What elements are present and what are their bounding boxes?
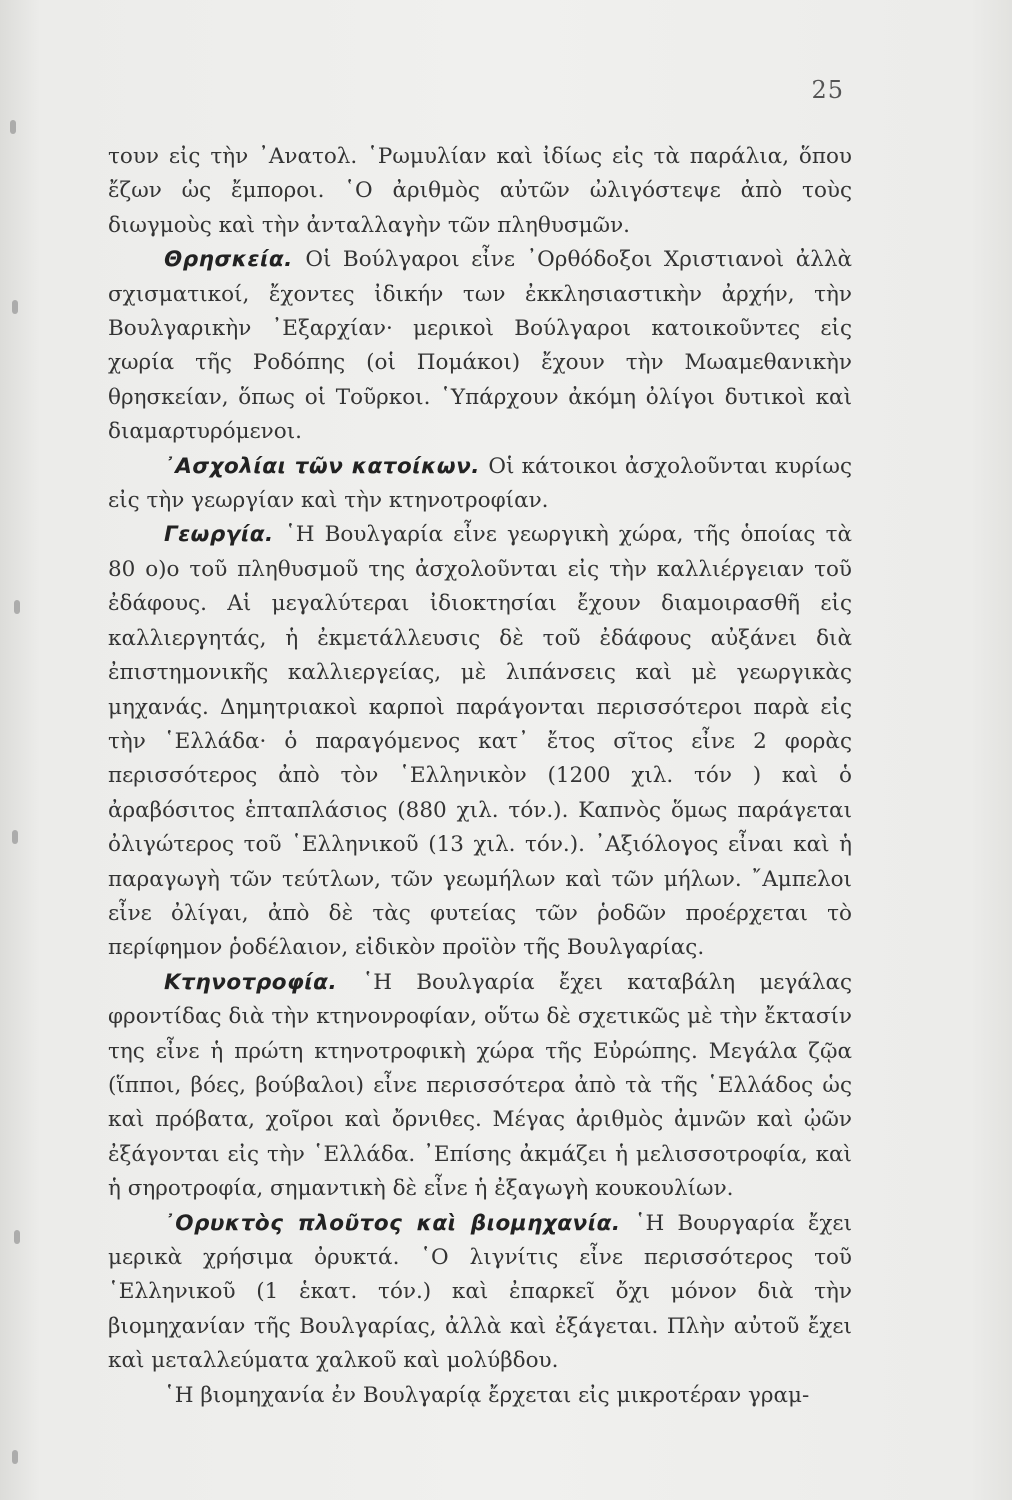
section-heading: ᾿Ασχολίαι τῶν κατοίκων.	[164, 453, 489, 479]
scan-margin-mark	[12, 830, 18, 844]
section-heading: Θρησκεία.	[164, 247, 306, 273]
paragraph-agriculture	[108, 518, 852, 965]
scan-margin-mark	[12, 1450, 18, 1464]
scan-margin-mark	[14, 1230, 20, 1244]
paragraph-text: ῾Η Βουλγαρία ἔχει καταβάλη μεγάλας φροντίδας διὰ τὴν κτηνονροφίαν, οὕτω δὲ σχετικῶς μὲ τὴν ἔκτασίν της εἶνε ἡ πρώτη κτηνοτροφικὴ χώρα τῆς Εὐρώπης. Μεγάλα ζῷα (ἵπποι, βόες, βούβαλοι) εἶνε περισσότερα ἀπὸ τὰ τῆς ῾Ελλάδος ὡς καὶ πρόβατα, χοῖροι καὶ ὄρνιθες. Μέγας ἀριθμὸς ἀμνῶν καὶ ᾠῶν ἐξάγονται εἰς τὴν ῾Ελλάδα. ᾿Επίσης ἀκμάζει ἡ μελισσοτροφία, καὶ ἡ σηροτροφία, σημαντικὴ δὲ εἶνε ἡ ἐξαγωγὴ κουκουλίων.	[108, 969, 852, 1202]
paragraph-industry	[108, 1379, 852, 1413]
scan-margin-mark	[12, 300, 18, 314]
paragraph-text: ῾Η Βουλγαρία εἶνε γεωργικὴ χώρα, τῆς ὁποίας τὰ 80 ο)ο τοῦ πληθυσμοῦ της ἀσχολοῦνται εἰς τὴν καλλιέργειαν τοῦ ἐδάφους. Αἱ μεγαλύτεραι ἰδιοκτησίαι ἔχουν διαμοιρασθῆ εἰς καλλιεργητάς, ἡ ἐκμετάλλευσις δὲ τοῦ ἐδάφους αὐξάνει διὰ ἐπιστημονικῆς καλλιεργείας, μὲ λιπάνσεις καὶ μὲ γεωργικὰς μηχανάς. Δημητριακοὶ καρποὶ παράγονται περισσότεροι παρὰ εἰς τὴν ῾Ελλάδα· ὁ παραγόμενος κατ᾿ ἔτος σῖτος εἶνε 2 φορὰς περισσότερος ἀπὸ τὸν ῾Ελληνικὸν (1200 χιλ. τόν ) καὶ ὁ ἀραβόσιτος ἑπταπλάσιος (880 χιλ. τόν.). Καπνὸς ὅμως παράγεται ὀλιγώτερος τοῦ ῾Ελληνικοῦ (13 χιλ. τόν.). ᾿Αξιόλογος εἶναι καὶ ἡ παραγωγὴ τῶν τεύτλων, τῶν γεωμήλων καὶ τῶν μήλων. ῎Αμπελοι εἶνε ὀλίγαι, ἀπὸ δὲ τὰς φυτείας τῶν ῥοδῶν προέρχεται τὸ περίφημον ῥοδέλαιον, εἰδικὸν προϊὸν τῆς Βουλγαρίας.	[108, 522, 853, 961]
paragraph-livestock	[108, 966, 852, 1207]
body-text	[108, 140, 852, 1413]
paragraph-minerals-industry	[108, 1207, 852, 1379]
paragraph-text: τουν εἰς τὴν ᾿Ανατολ. ῾Ρωμυλίαν καὶ ἰδίως εἰς τὰ παράλια, ὅπου ἔζων ὡς ἔμποροι. ῾Ο ἀριθμὸς αὐτῶν ὠλιγόστεψε ἀπὸ τοὺς διωγμοὺς καὶ τὴν ἀνταλλαγὴν τῶν πληθυσμῶν.	[108, 144, 852, 238]
paragraph-text: ῾Η βιομηχανία ἐν Βουλγαρίᾳ ἔρχεται εἰς μικροτέραν γραμ-	[164, 1382, 810, 1408]
section-heading: Κτηνοτροφία.	[164, 969, 363, 995]
paragraph-religion	[108, 243, 852, 449]
scan-margin-mark	[10, 120, 16, 134]
paragraph-intro	[108, 140, 852, 243]
section-heading: Γεωργία.	[164, 522, 285, 548]
paragraph-text: Οἱ κάτοικοι ἀσχολοῦνται κυρίως εἰς τὴν γεωργίαν καὶ τὴν κτηνοτροφίαν.	[108, 453, 852, 514]
paragraph-text: ῾Η Βουργαρία ἔχει μερικὰ χρήσιμα ὀρυκτά. ῾Ο λιγνίτις εἶνε περισσότερος τοῦ ῾Ελληνικοῦ (1 ἑκατ. τόν.) καὶ ἐπαρκεῖ ὄχι μόνον διὰ τὴν βιομηχανίαν τῆς Βουλγαρίας, ἀλλὰ καὶ ἐξάγεται. Πλὴν αὐτοῦ ἔχει καὶ μεταλλεύματα χαλκοῦ καὶ μολύβδου.	[108, 1210, 852, 1374]
paragraph-occupations	[108, 450, 852, 519]
section-heading: ᾿Ορυκτὸς πλοῦτος καὶ βιομηχανία.	[164, 1210, 635, 1236]
scan-margin-mark	[14, 600, 20, 614]
paragraph-text: Οἱ Βούλγαροι εἶνε ᾿Ορθόδοξοι Χριστιανοὶ ἀλλὰ σχισματικοί, ἔχοντες ἰδικήν των ἐκκλησιαστικὴν ἀρχήν, τὴν Βουλγαρικὴν ᾿Εξαρχίαν· μερικοὶ Βούλγαροι κατοικοῦντες εἰς χωρία τῆς Ροδόπης (οἱ Πομάκοι) ἔχουν τὴν Μωαμεθανικὴν θρησκείαν, ὅπως οἱ Τοῦρκοι. ῾Υπάρχουν ἀκόμη ὀλίγοι δυτικοὶ καὶ διαμαρτυρόμενοι.	[108, 247, 852, 445]
page-number: 25	[811, 76, 844, 104]
